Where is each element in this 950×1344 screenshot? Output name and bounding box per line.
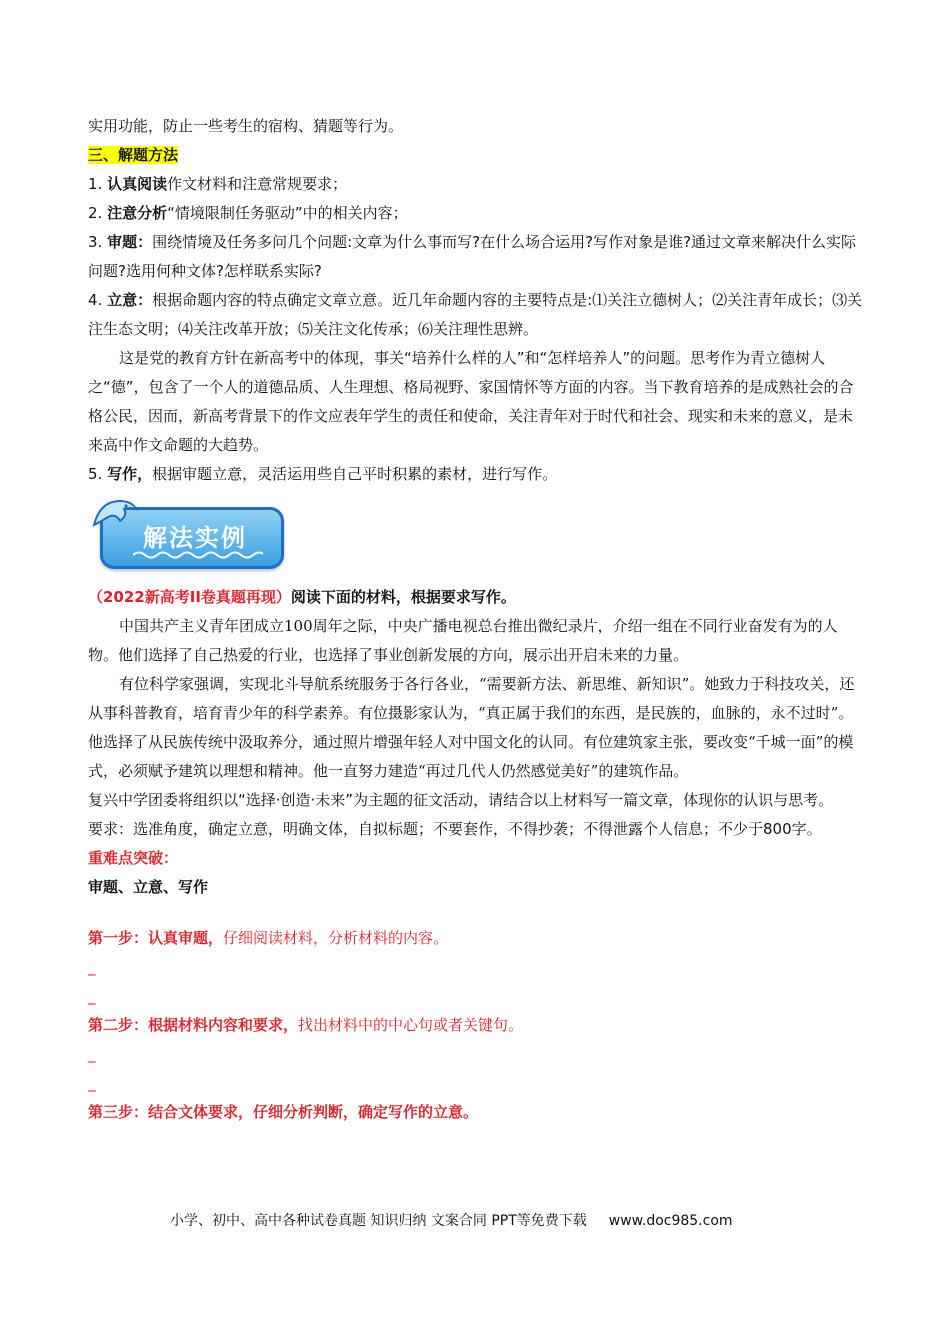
- spacer: [88, 902, 863, 924]
- footer-text: 小学、初中、高中各种试卷真题 知识归纳 文案合同 PPT等免费下载: [170, 1213, 587, 1229]
- step-1: 第一步：认真审题，仔细阅读材料，分析材料的内容。: [88, 929, 449, 947]
- page-footer: [170, 1210, 733, 1230]
- blank-line: _: [88, 958, 96, 976]
- method-item-1: 1. 认真阅读作文材料和注意常规要求；: [88, 175, 348, 193]
- method-paragraph: 这是党的教育方针在新高考中的体现，事关“培养什么样的人”和“怎样培养人”的问题。思考作为青立德树人之“德”，包含了一个人的道德品质、人生理想、格局视野、家国情怀等方面的内容。当下教育培养的是成熟社会的合格公民，因而，新高考背景下的作文应表年学生的责任和使命，关注青年对于时代和社会、现实和未来的意义，是未来高中作文命题的大趋势。: [88, 349, 854, 454]
- method-item-2: 2. 注意分析“情境限制任务驱动”中的相关内容；: [88, 204, 408, 222]
- step-2: 第二步：根据材料内容和要求，找出材料中的中心句或者关键句。: [88, 1016, 524, 1034]
- blank-line: _: [88, 1074, 96, 1092]
- section-title-text: 三、解题方法: [88, 146, 179, 164]
- step-3: 第三步：结合文体要求，仔细分析判断，确定写作的立意。: [88, 1103, 479, 1121]
- method-item-3: 3. 审题：围绕情境及任务多问几个问题:文章为什么事而写?在什么场合运用?写作对象是谁?通过文章来解决什么实际问题?选用何种文体?怎样联系实际?: [88, 233, 857, 280]
- material-paragraph-2: 有位科学家强调，实现北斗导航系统服务于各行各业，“需要新方法、新思维、新知识”。她致力于科技攻关，还从事科普教育，培育青少年的科学素养。有位摄影家认为，“真正属于我们的东西，是民族的，血脉的，永不过时”。他选择了从民族传统中汲取养分，通过照片增强年轻人对中国文化的认同。有位建筑家主张，要改变“千城一面”的模式，必须赋予建筑以理想和精神。他一直努力建造“再过几代人仍然感觉美好”的建筑作品。: [88, 675, 855, 780]
- wave-icon: [133, 550, 263, 560]
- section-title: [88, 141, 863, 170]
- method-item-5: 5. 写作，根据审题立意，灵活运用些自己平时积累的素材，进行写作。: [88, 465, 558, 483]
- method-item-4: 4. 立意：根据命题内容的特点确定文章立意。近几年命题内容的主要特点是:⑴关注立德树人；⑵关注青年成长；⑶关注生态文明；⑷关注改革开放；⑸关注文化传承；⑹关注理性思辨。: [88, 291, 863, 338]
- example-source: （2022新高考II卷真题再现）: [88, 588, 291, 606]
- writing-task: 复兴中学团委将组织以“选择·创造·未来”为主题的征文活动，请结合以上材料写一篇文章，体现你的认识与思考。: [88, 791, 834, 809]
- example-instruction: 阅读下面的材料，根据要求写作。: [290, 588, 516, 606]
- blank-line: _: [88, 1045, 96, 1063]
- page-body: [88, 112, 863, 1127]
- footer-site-link[interactable]: www.doc985.com: [608, 1213, 733, 1229]
- key-points-topics: 审题、立意、写作: [88, 878, 209, 896]
- key-points-label: 重难点突破：: [88, 849, 179, 867]
- example-badge: [88, 495, 863, 579]
- intro-line: 实用功能，防止一些考生的宿构、猜题等行为。: [88, 117, 404, 135]
- blank-line: _: [88, 987, 96, 1005]
- material-paragraph-1: 中国共产主义青年团成立100周年之际，中央广播电视总台推出微纪录片，介绍一组在不同行业奋发有为的人物。他们选择了自己热爱的行业，也选择了事业创新发展的方向，展示出开启未来的力量。: [88, 617, 838, 664]
- dolphin-icon: [90, 495, 140, 535]
- example-header: [88, 583, 863, 612]
- writing-requirements: 要求：选准角度，确定立意，明确文体，自拟标题；不要套作，不得抄袭；不得泄露个人信息；不少于800字。: [88, 820, 822, 838]
- example-badge-label: 解法实例: [143, 524, 247, 552]
